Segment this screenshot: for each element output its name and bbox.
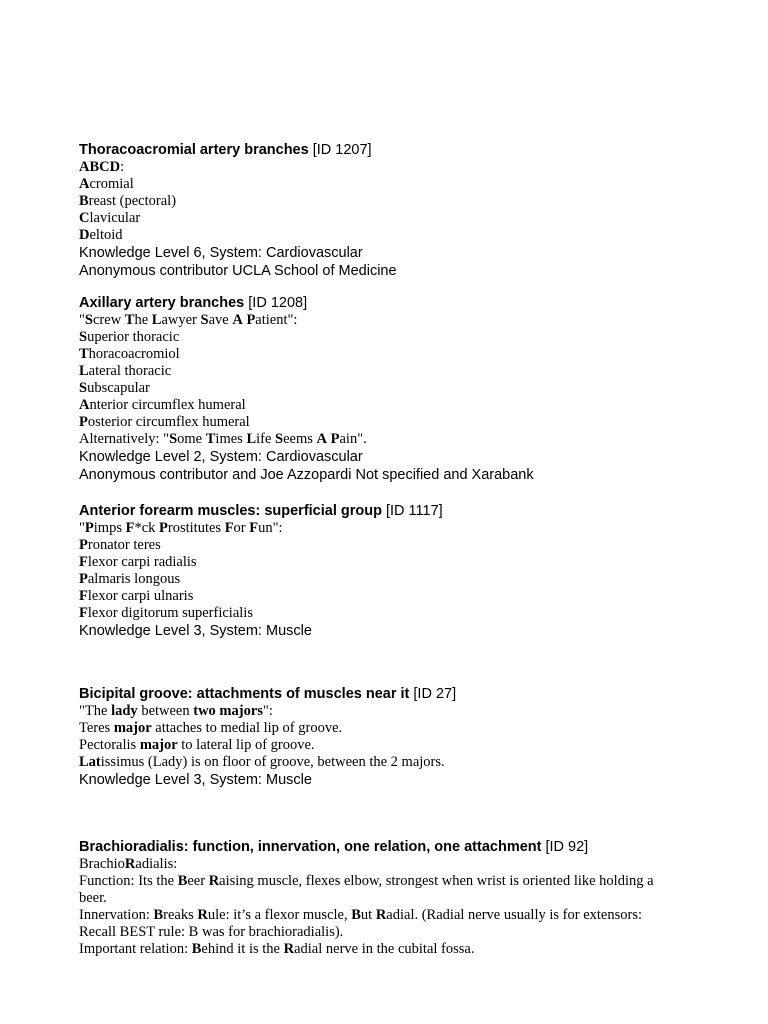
bold-run: F xyxy=(249,520,259,536)
entry-header xyxy=(79,142,719,159)
text-run: reast (pectoral) xyxy=(88,193,177,209)
bold-run: A xyxy=(232,312,243,328)
list-item xyxy=(79,346,719,363)
list-item xyxy=(79,588,719,605)
paragraph-relation xyxy=(79,941,679,958)
text-run: adialis: xyxy=(135,856,178,872)
bold-run: P xyxy=(79,537,88,553)
bold-run: P xyxy=(159,520,168,536)
text-run: attaches to medial lip of groove. xyxy=(151,720,343,736)
text-run: ehind it is the xyxy=(201,941,284,957)
bold-run: P xyxy=(79,414,88,430)
list-item xyxy=(79,380,719,397)
list-item xyxy=(79,737,719,754)
text-run: lexor carpi radialis xyxy=(87,554,197,570)
text-run: eer xyxy=(187,873,209,889)
bold-run: P xyxy=(79,571,88,587)
text-run: ronator teres xyxy=(87,537,161,553)
mnemonic-line xyxy=(79,520,719,537)
text-run: ave xyxy=(208,312,233,328)
bold-run: T xyxy=(79,346,89,362)
bold-run: A xyxy=(316,431,328,447)
entry-brachioradialis xyxy=(79,839,679,958)
text-run: aising muscle, flexes elbow, strongest when wrist is oriented like holding a beer. xyxy=(79,873,654,906)
bold-run: L xyxy=(151,312,162,328)
text-run: ain". xyxy=(339,431,367,447)
text-run: ome xyxy=(177,431,206,447)
list-item xyxy=(79,605,719,622)
entry-title: Axillary artery branches xyxy=(79,295,245,311)
knowledge-level: Knowledge Level 6, System: Cardiovascular xyxy=(79,245,363,261)
text-run: horacoacromiol xyxy=(88,346,180,362)
bold-run: R xyxy=(197,907,208,923)
bold-run: S xyxy=(169,431,178,447)
text-run: " xyxy=(79,312,85,328)
bold-run: L xyxy=(79,363,89,379)
list-item xyxy=(79,414,719,431)
mnemonic-line xyxy=(79,856,679,873)
bold-run: A xyxy=(79,397,90,413)
list-item xyxy=(79,431,719,448)
mnemonic-line xyxy=(79,159,719,176)
text-run: ubscapular xyxy=(87,380,150,396)
entry-title: Thoracoacromial artery branches xyxy=(79,142,309,158)
text-run: he xyxy=(134,312,152,328)
list-item xyxy=(79,537,719,554)
text-run: to lateral lip of groove. xyxy=(177,737,315,753)
text-run: lexor digitorum superficialis xyxy=(87,605,253,621)
bold-run: R xyxy=(375,907,387,923)
text-run: ut xyxy=(360,907,376,923)
mnemonic-line xyxy=(79,312,719,329)
bold-run: R xyxy=(124,856,136,872)
text-run: adial nerve in the cubital fossa. xyxy=(294,941,475,957)
text-run: between xyxy=(137,703,194,719)
text-run: eems xyxy=(283,431,317,447)
bold-run: A xyxy=(79,176,90,192)
bold-run: R xyxy=(208,873,220,889)
bold-run: T xyxy=(205,431,216,447)
entry-title: Anterior forearm muscles: superficial group xyxy=(79,503,382,519)
list-item xyxy=(79,363,719,380)
text-run: uperior thoracic xyxy=(87,329,180,345)
bold-run: S xyxy=(84,312,93,328)
text-run: Innervation: xyxy=(79,907,154,923)
bold-run: S xyxy=(200,312,209,328)
text-run: ife xyxy=(256,431,276,447)
list-item xyxy=(79,554,719,571)
bold-run: major xyxy=(139,737,178,753)
bold-run: F xyxy=(125,520,135,536)
contributor: Anonymous contributor UCLA School of Medicine xyxy=(79,263,397,279)
text-run: Pectoralis xyxy=(79,737,140,753)
bold-run: two majors xyxy=(193,703,263,719)
text-run: "The xyxy=(79,703,112,719)
entry-anterior-forearm xyxy=(79,503,719,640)
bold-run: L xyxy=(246,431,257,447)
entry-header xyxy=(79,503,719,520)
list-item xyxy=(79,176,719,193)
entry-thoracoacromial xyxy=(79,142,719,280)
text-run: imes xyxy=(215,431,247,447)
text-run: lavicular xyxy=(89,210,141,226)
text-run: crew xyxy=(93,312,125,328)
bold-run: Lat xyxy=(79,754,101,770)
bold-run: P xyxy=(84,520,94,536)
text-run: un": xyxy=(258,520,283,536)
text-run: cromial xyxy=(89,176,134,192)
bold-run: F xyxy=(79,554,88,570)
bold-run: F xyxy=(224,520,234,536)
text-run: Brachio xyxy=(79,856,125,872)
entry-header xyxy=(79,295,719,312)
list-item xyxy=(79,227,719,244)
bold-run: major xyxy=(113,720,152,736)
text-run: Alternatively: " xyxy=(79,431,170,447)
text-run: awyer xyxy=(161,312,201,328)
list-item xyxy=(79,210,719,227)
contributor: Anonymous contributor and Joe Azzopardi Not specified and Xarabank xyxy=(79,467,534,483)
entry-header xyxy=(79,686,719,703)
text-run: ule: it’s a flexor muscle, xyxy=(207,907,352,923)
bold-run: F xyxy=(79,605,88,621)
bold-run: P xyxy=(330,431,340,447)
bold-run: lady xyxy=(111,703,138,719)
bold-run: C xyxy=(79,210,90,226)
text-run: : xyxy=(120,159,125,175)
entry-header xyxy=(79,839,679,856)
text-run: Important relation: xyxy=(79,941,192,957)
entry-title: Brachioradialis: function, innervation, one relation, one attachment xyxy=(79,839,542,855)
entry-id: [ID 27] xyxy=(413,686,457,702)
entry-id: [ID 1207] xyxy=(312,142,372,158)
paragraph-function xyxy=(79,873,679,907)
entry-id: [ID 1208] xyxy=(248,295,308,311)
paragraph-innervation xyxy=(79,907,679,941)
text-run: imps xyxy=(93,520,126,536)
text-run: adial. (Radial nerve usually is for extensors: Recall BEST rule: B was for brachioradialis). xyxy=(79,907,642,940)
text-run: lexor carpi ulnaris xyxy=(87,588,194,604)
text-run: nterior circumflex humeral xyxy=(89,397,246,413)
bold-run: ABCD xyxy=(79,159,121,175)
knowledge-level: Knowledge Level 2, System: Cardiovascular xyxy=(79,449,363,465)
bold-run: D xyxy=(79,227,90,243)
text-run: ateral thoracic xyxy=(88,363,172,379)
text-run: Teres xyxy=(79,720,114,736)
mnemonic-line xyxy=(79,703,719,720)
bold-run: B xyxy=(79,193,89,209)
list-item xyxy=(79,193,719,210)
knowledge-level: Knowledge Level 3, System: Muscle xyxy=(79,623,312,639)
bold-run: R xyxy=(283,941,295,957)
text-run: ": xyxy=(262,703,273,719)
list-item xyxy=(79,571,719,588)
entry-id: [ID 92] xyxy=(545,839,589,855)
entry-bicipital-groove xyxy=(79,686,719,789)
text-run: rostitutes xyxy=(167,520,225,536)
bold-run: S xyxy=(79,380,88,396)
bold-run: S xyxy=(275,431,284,447)
list-item xyxy=(79,720,719,737)
entry-title: Bicipital groove: attachments of muscles near it xyxy=(79,686,410,702)
text-run: atient": xyxy=(255,312,298,328)
text-run: eltoid xyxy=(89,227,123,243)
bold-run: T xyxy=(124,312,135,328)
list-item xyxy=(79,397,719,414)
text-run: or xyxy=(233,520,250,536)
text-run: reaks xyxy=(163,907,198,923)
text-run: Function: Its the xyxy=(79,873,178,889)
bold-run: B xyxy=(191,941,202,957)
list-item xyxy=(79,754,719,771)
bold-run: F xyxy=(79,588,88,604)
knowledge-level: Knowledge Level 3, System: Muscle xyxy=(79,772,312,788)
bold-run: B xyxy=(351,907,361,923)
text-run: *ck xyxy=(134,520,160,536)
text-run: issimus (Lady) is on floor of groove, between the 2 majors. xyxy=(100,754,445,770)
bold-run: S xyxy=(79,329,88,345)
bold-run: B xyxy=(153,907,164,923)
text-run: almaris longous xyxy=(87,571,181,587)
entry-axillary xyxy=(79,295,719,484)
text-run: osterior circumflex humeral xyxy=(87,414,250,430)
entry-id: [ID 1117] xyxy=(386,503,443,519)
list-item xyxy=(79,329,719,346)
bold-run: P xyxy=(246,312,256,328)
text-run: " xyxy=(79,520,85,536)
bold-run: B xyxy=(177,873,188,889)
